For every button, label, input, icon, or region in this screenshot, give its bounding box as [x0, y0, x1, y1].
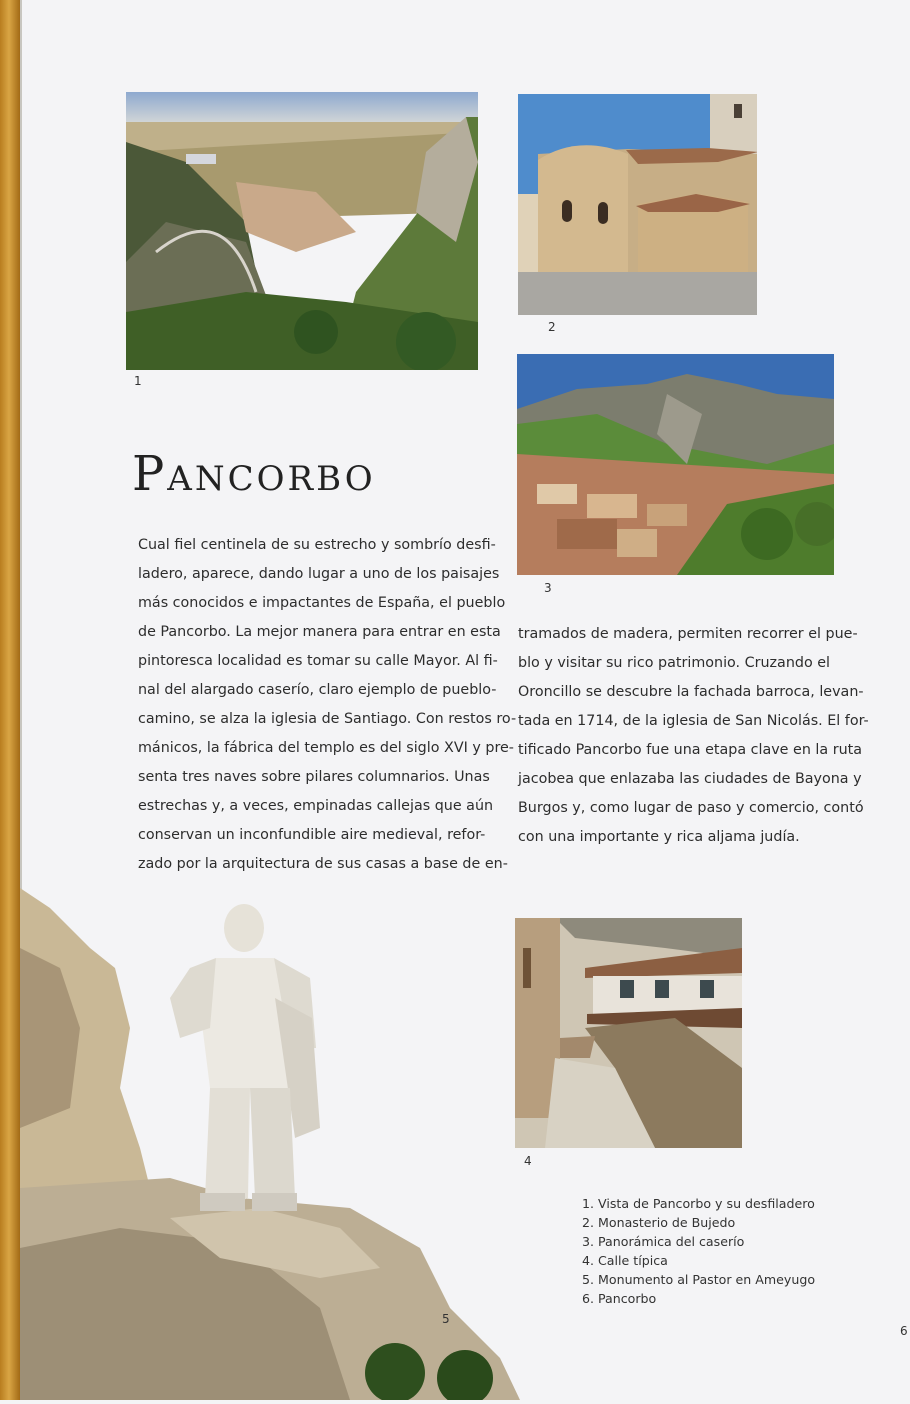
body-text-right — [518, 620, 869, 852]
page-number-right: 6 — [900, 1324, 908, 1338]
text-line: ladero, aparece, dando lugar a uno de los paisajes — [138, 566, 500, 582]
text-line: Cual fiel centinela de su estrecho y sombrío desfi- — [138, 537, 496, 553]
photo-village-panorama — [517, 354, 834, 575]
text-line: pintoresca localidad es tomar su calle Mayor. Al fi- — [138, 653, 498, 669]
text-line: tada en 1714, de la iglesia de San Nicolás. El for- — [518, 713, 869, 729]
page-number-left: 5 — [442, 1312, 450, 1326]
book-spine — [0, 0, 20, 1400]
photo-number-2: 2 — [548, 320, 556, 334]
text-line: de Pancorbo. La mejor manera para entrar en esta — [138, 624, 501, 640]
photo-typical-street — [515, 918, 742, 1148]
photo-valley-view — [126, 92, 478, 370]
text-line: nal del alargado caserío, claro ejemplo de pueblo- — [138, 682, 497, 698]
photo-number-1: 1 — [134, 374, 142, 388]
text-line: Oroncillo se descubre la fachada barroca, levan- — [518, 684, 864, 700]
photo-number-4: 4 — [524, 1154, 532, 1168]
text-line: más conocidos e impactantes de España, el pueblo — [138, 595, 506, 611]
text-line: Burgos y, como lugar de paso y comercio, contó — [518, 800, 864, 816]
caption-item: 5. Monumento al Pastor en Ameyugo — [582, 1272, 816, 1287]
photo-captions — [582, 1194, 815, 1308]
text-line: tificado Pancorbo fue una etapa clave en la ruta — [518, 742, 863, 758]
text-line: zado por la arquitectura de sus casas a base de en- — [138, 856, 508, 872]
caption-item: 1. Vista de Pancorbo y su desfiladero — [582, 1196, 815, 1211]
text-line: camino, se alza la iglesia de Santiago. Con restos ro- — [138, 711, 517, 727]
text-line: tramados de madera, permiten recorrer el pue- — [518, 626, 858, 642]
caption-item: 3. Panorámica del caserío — [582, 1234, 745, 1249]
caption-item: 4. Calle típica — [582, 1253, 668, 1268]
text-line: mánicos, la fábrica del templo es del siglo XVI y pre- — [138, 740, 514, 756]
text-line: blo y visitar su rico patrimonio. Cruzando el — [518, 655, 831, 671]
caption-item: 6. Pancorbo — [582, 1291, 657, 1306]
text-line: con una importante y rica aljama judía. — [518, 829, 800, 845]
photo-church-apse — [518, 94, 757, 315]
text-line: senta tres naves sobre pilares columnarios. Unas — [138, 769, 490, 785]
photo-number-3: 3 — [544, 581, 552, 595]
caption-item: 2. Monasterio de Bujedo — [582, 1215, 736, 1230]
page-title: Pancorbo — [132, 446, 376, 502]
text-line: jacobea que enlazaba las ciudades de Bayona y — [518, 771, 862, 787]
body-text-left — [138, 531, 516, 879]
text-line: conservan un inconfundible aire medieval, refor- — [138, 827, 486, 843]
text-line: estrechas y, a veces, empinadas callejas que aún — [138, 798, 494, 814]
